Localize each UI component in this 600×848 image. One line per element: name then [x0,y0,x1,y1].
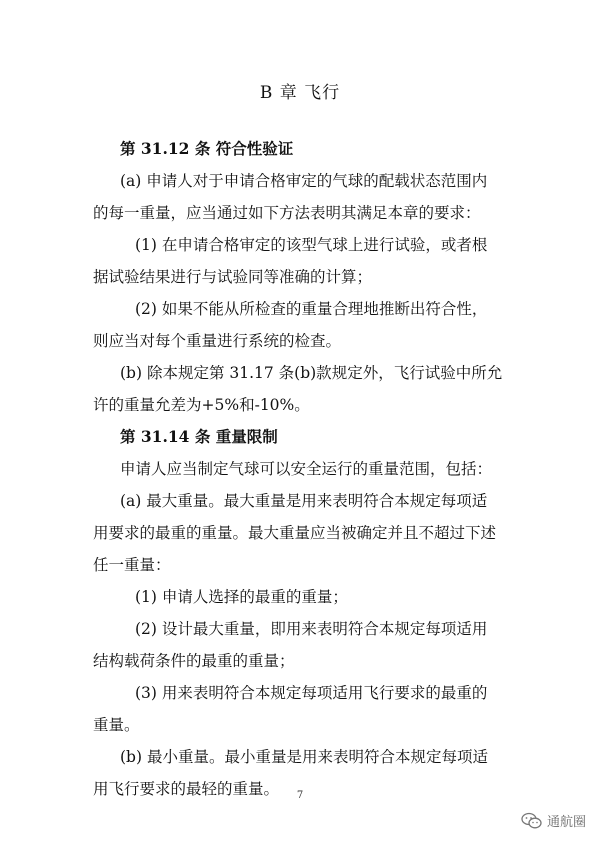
page-number: 7 [296,790,304,801]
paragraph-line: 用飞行要求的最轻的重量。 [93,780,280,798]
paragraph-line: (1) 申请人选择的最重的重量； [135,588,348,606]
paragraph-line: 据试验结果进行与试验同等准确的计算； [93,268,373,286]
paragraph-line: 许的重量允差为+5%和-10%。 [93,396,310,414]
paragraph-line: (a) 申请人对于申请合格审定的气球的配载状态范围内 [120,172,488,190]
paragraph-line: 则应当对每个重量进行系统的检查。 [93,332,342,350]
paragraph-line: (a) 最大重量。最大重量是用来表明符合本规定每项适 [120,492,488,510]
paragraph-line: 申请人应当制定气球可以安全运行的重量范围，包括： [120,460,493,478]
paragraph-line: 任一重量： [93,556,171,574]
paragraph-line: (2) 如果不能从所检查的重量合理地推断出符合性， [135,300,488,318]
wechat-icon [521,812,543,830]
section-heading-31-12: 第 31.12 条 符合性验证 [120,139,294,158]
paragraph-line: (2) 设计最大重量，即用来表明符合本规定每项适用 [135,620,488,638]
watermark-text: 通航圈 [546,815,586,830]
paragraph-line: (b) 最小重量。最小重量是用来表明符合本规定每项适 [120,748,488,766]
paragraph-line: (3) 用来表明符合本规定每项适用飞行要求的最重的 [135,684,488,702]
chapter-title: B 章 飞行 [259,83,341,103]
paragraph-line: (1) 在申请合格审定的该型气球上进行试验，或者根 [135,236,488,254]
paragraph-line: 用要求的最重的重量。最大重量应当被确定并且不超过下述 [93,524,497,542]
paragraph-line: (b) 除本规定第 31.17 条(b)款规定外，飞行试验中所允 [120,364,503,382]
watermark [521,811,586,830]
paragraph-line: 结构载荷条件的最重的重量； [93,652,295,670]
paragraph-line: 的每一重量，应当通过如下方法表明其满足本章的要求： [93,204,481,222]
paragraph-line: 重量。 [93,716,140,734]
section-heading-31-14: 第 31.14 条 重量限制 [120,427,278,446]
